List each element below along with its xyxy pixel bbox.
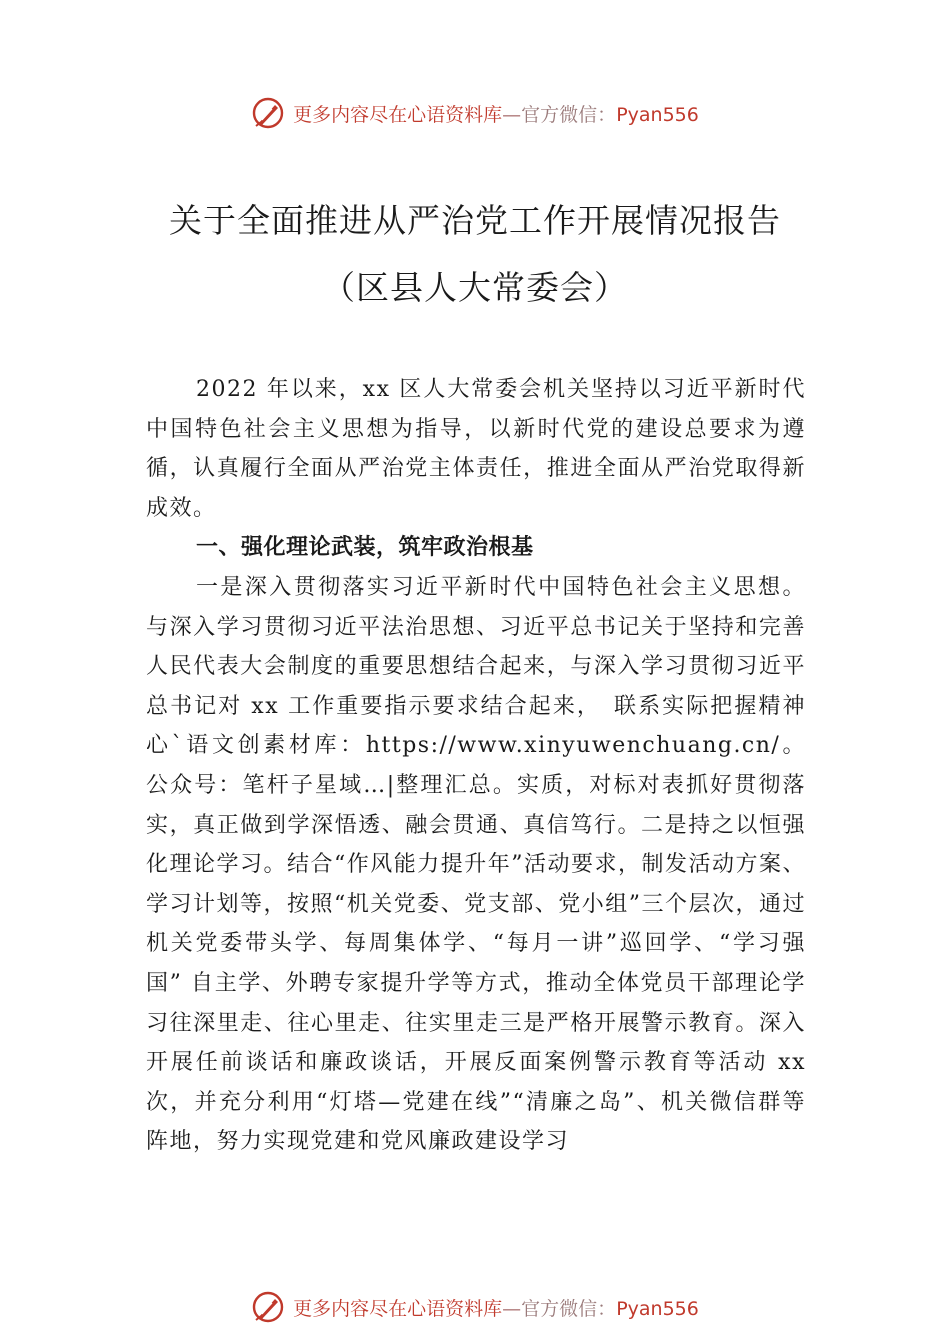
quill-logo-icon [251, 1290, 285, 1324]
document-title: 关于全面推进从严治党工作开展情况报告 [169, 201, 781, 240]
watermark-brand: 更多内容尽在心语资料库 [293, 1297, 503, 1320]
watermark-dash: — [502, 103, 522, 126]
section-heading: 一、强化理论武装，筑牢政治根基 [196, 535, 534, 561]
watermark-footer [0, 1287, 950, 1327]
watermark-text [293, 1294, 699, 1321]
section-paragraph: 一是深入贯彻落实习近平新时代中国特色社会主义思想。与深入学习贯彻习近平法治思想、习近平总书记关于坚持和完善人民代表大会制度的重要思想结合起来，与深入学习贯彻习近平总书记对 xx 工作重要指示要求结合起来， 联系实际把握精神心`语文创素材库：https://www.xinyuwenchuang.cn/。公众号：笔杆子星域…|整理汇总。实质，对标对表抓好贯彻落实，真正做到学深悟透、融会贯通、真信笃行。二是持之以恒强化理论学习。结合“作风能力提升年”活动要求，制发活动方案、学习计划等，按照“机关党委、党支部、党小组”三个层次，通过机关党委带头学、每周集体学、“每月一讲”巡回学、“学习强国” 自主学、外聘专家提升学等方式，推动全体党员干部理论学习往深里走、往心里走、往实里走三是严格开展警示教育。深入开展任前谈话和廉政谈话，开展反面案例警示教育等活动 xx 次，并充分利用“灯塔—党建在线”“清廉之岛”、机关微信群等阵地，努力实现党建和党风廉政建设学习 [146, 574, 806, 1155]
watermark-wechat-id: Pyan556 [616, 103, 699, 126]
watermark-dash: — [502, 1297, 522, 1320]
watermark-label: 官方微信： [521, 103, 617, 126]
watermark-text [293, 100, 699, 127]
intro-paragraph: 2022 年以来，xx 区人大常委会机关坚持以习近平新时代中国特色社会主义思想为指导，以新时代党的建设总要求为遵循，认真履行全面从严治党主体责任，推进全面从严治党取得新成效。 [146, 377, 806, 521]
document-subtitle: （区县人大常委会） [322, 268, 628, 307]
watermark-header [0, 93, 950, 133]
watermark-label: 官方微信： [521, 1297, 617, 1320]
quill-logo-icon [251, 96, 285, 130]
watermark-wechat-id: Pyan556 [616, 1297, 699, 1320]
document-body [146, 370, 806, 1162]
watermark-brand: 更多内容尽在心语资料库 [293, 103, 503, 126]
